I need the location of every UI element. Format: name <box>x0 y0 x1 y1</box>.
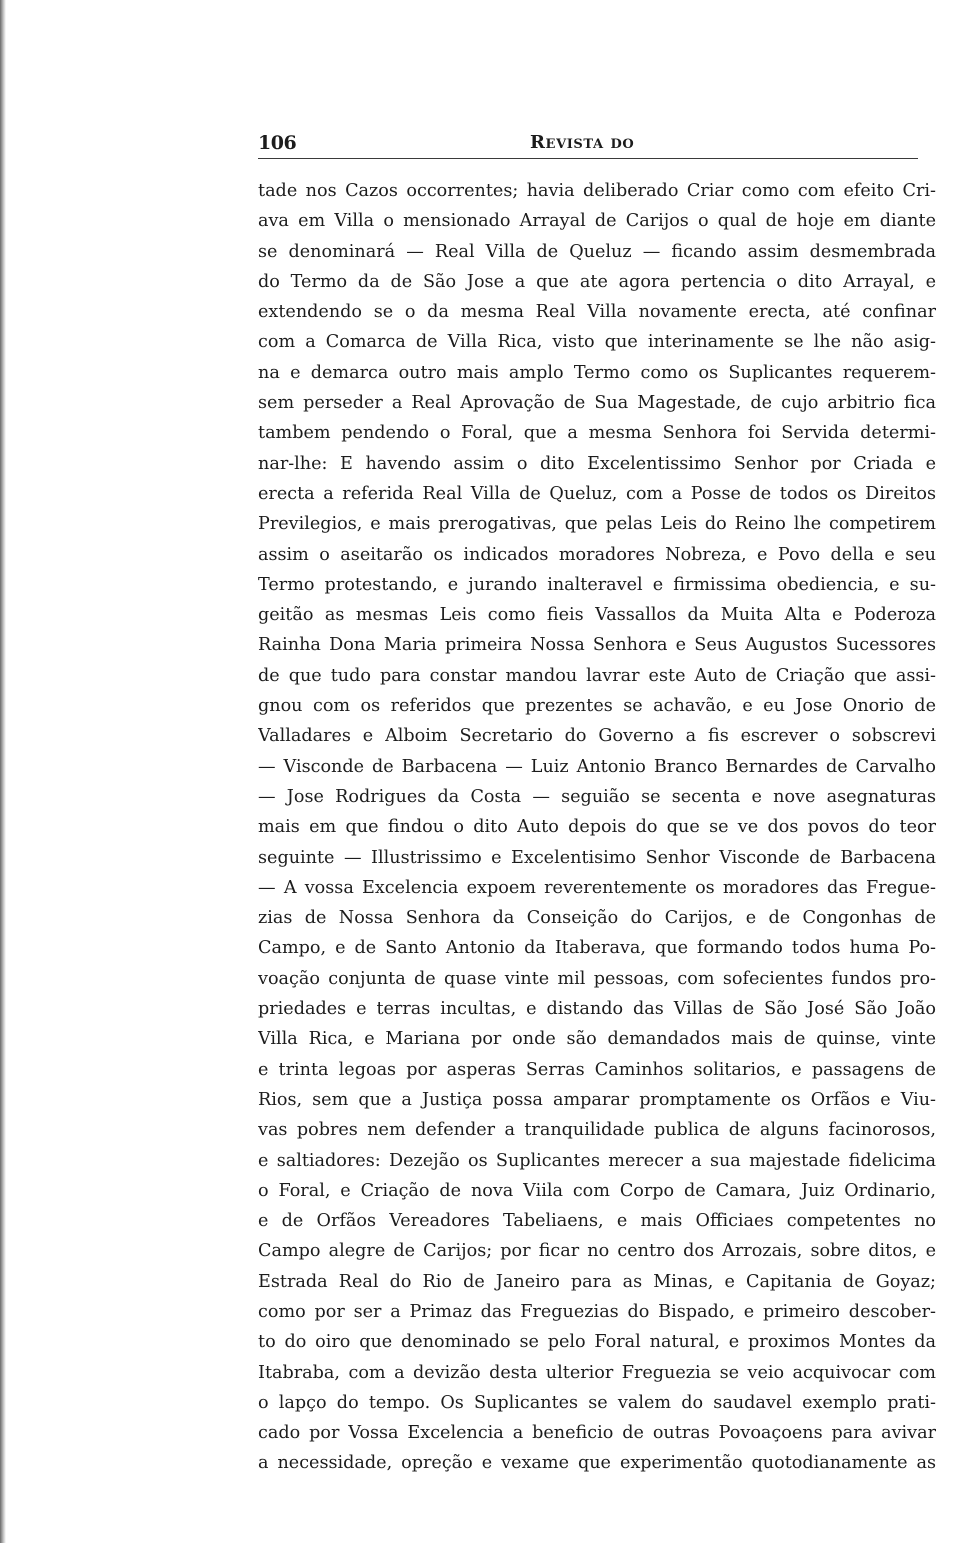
text-line: Campo, e de Santo Antonio da Itaberava, que formando todos huma Po- <box>258 938 936 959</box>
text-line: tambem pendendo o Foral, que a mesma Senhora foi Servida determi- <box>258 423 936 444</box>
body-text <box>258 176 936 1479</box>
text-line: o lapço do tempo. Os Suplicantes se valem do saudavel exemplo prati- <box>258 1392 936 1413</box>
text-line: voação conjunta de quase vinte mil pessoas, com sofecientes fundos pro- <box>258 968 936 989</box>
header-rule <box>258 158 918 159</box>
text-line: e trinta legoas por asperas Serras Caminhos solitarios, e passagens de <box>258 1059 936 1080</box>
text-line: e saltiadores: Dezejão os Suplicantes merecer a sua majestade fidelicima <box>258 1150 936 1171</box>
text-line: Rios, sem que a Justiça possa amparar promptamente os Orfãos e Viu- <box>258 1089 936 1110</box>
running-head: Revista do <box>530 132 635 153</box>
text-line: assim o aseitarão os indicados moradores Nobreza, e Povo della e seu <box>258 544 936 565</box>
text-line: to do oiro que denominado se pelo Foral natural, e proximos Montes da <box>258 1332 936 1353</box>
text-line: como por ser a Primaz das Freguezias do Bispado, e primeiro descober- <box>258 1301 936 1322</box>
text-line: de que tudo para constar mandou lavrar este Auto de Criação que assi- <box>258 665 936 686</box>
text-line: o Foral, e Criação de nova Viila com Corpo de Camara, Juiz Ordinario, <box>258 1180 936 1201</box>
text-line: ava em Villa o mensionado Arrayal de Carijos o qual de hoje em diante <box>258 211 936 232</box>
text-line: extendendo se o da mesma Real Villa novamente erecta, até confinar <box>258 302 936 323</box>
text-line: com a Comarca de Villa Rica, visto que interinamente se lhe não asig- <box>258 332 936 353</box>
text-line: zias de Nossa Senhora da Conseição do Carijos, e de Congonhas de <box>258 908 936 929</box>
text-line: — Jose Rodrigues da Costa — seguião se secenta e nove asegnaturas <box>258 786 936 807</box>
text-line: sem perseder a Real Aprovação de Sua Magestade, de cujo arbitrio fica <box>258 393 936 414</box>
text-line: vas pobres nem defender a tranquilidade publica de alguns facinorosos, <box>258 1120 936 1141</box>
text-line: mais em que findou o dito Auto depois do que se ve dos povos do teor <box>258 817 936 838</box>
text-line: e de Orfãos Vereadores Tabeliaens, e mais Officiaes competentes no <box>258 1211 936 1232</box>
text-line: a necessidade, opreção e vexame que experimentão quotodianamente as <box>258 1453 936 1474</box>
text-line: seguinte — Illustrissimo e Excelentisimo Senhor Visconde de Barbacena <box>258 847 936 868</box>
text-line: Villa Rica, e Mariana por onde são demandados mais de quinse, vinte <box>258 1029 936 1050</box>
text-line: tade nos Cazos occorrentes; havia deliberado Criar como com efeito Cri- <box>258 181 936 201</box>
text-line: Termo protestando, e jurando inalteravel e firmissima obediencia, e su- <box>258 574 936 595</box>
text-line: nar-lhe: E havendo assim o dito Excelentissimo Senhor por Criada e <box>258 453 936 474</box>
text-line: Rainha Dona Maria primeira Nossa Senhora e Seus Augustos Sucessores <box>258 635 936 656</box>
text-line: cado por Vossa Excelencia a beneficio de outras Povoaçoens para avivar <box>258 1423 936 1444</box>
text-line: se denominará — Real Villa de Queluz — ficando assim desmembrada <box>258 241 936 262</box>
text-line: geitão as mesmas Leis como fieis Vassallos da Muita Alta e Poderoza <box>258 605 936 626</box>
text-line: erecta a referida Real Villa de Queluz, com a Posse de todos os Direitos <box>258 483 936 504</box>
text-line: Valladares e Alboim Secretario do Governo a fis escrever o sobscrevi <box>258 726 936 747</box>
text-line: gnou com os referidos que prezentes se achavão, e eu Jose Onorio de <box>258 696 936 717</box>
text-line: na e demarca outro mais amplo Termo como os Suplicantes requerem- <box>258 362 936 383</box>
text-line: Itabraba, com a devizão desta ulterior Freguezia se veio acquivocar com <box>258 1362 936 1383</box>
text-line: Estrada Real do Rio de Janeiro para as Minas, e Capitania de Goyaz; <box>258 1271 936 1292</box>
scan-margin-shadow <box>0 0 6 1543</box>
text-line: — Visconde de Barbacena — Luiz Antonio Branco Bernardes de Carvalho <box>258 756 936 777</box>
text-line: priedades e terras incultas, e distando das Villas de São José São João <box>258 999 936 1020</box>
page-number: 106 <box>258 132 297 154</box>
text-line: do Termo da de São Jose a que ate agora pertencia o dito Arrayal, e <box>258 271 936 292</box>
page-header <box>258 118 918 160</box>
text-line: Campo alegre de Carijos; por ficar no centro dos Arrozais, sobre ditos, e <box>258 1241 936 1262</box>
text-line: — A vossa Excelencia expoem reverentemente os moradores das Fregue- <box>258 877 936 898</box>
text-line: Previlegios, e mais prerogativas, que pelas Leis do Reino lhe competirem <box>258 514 936 535</box>
